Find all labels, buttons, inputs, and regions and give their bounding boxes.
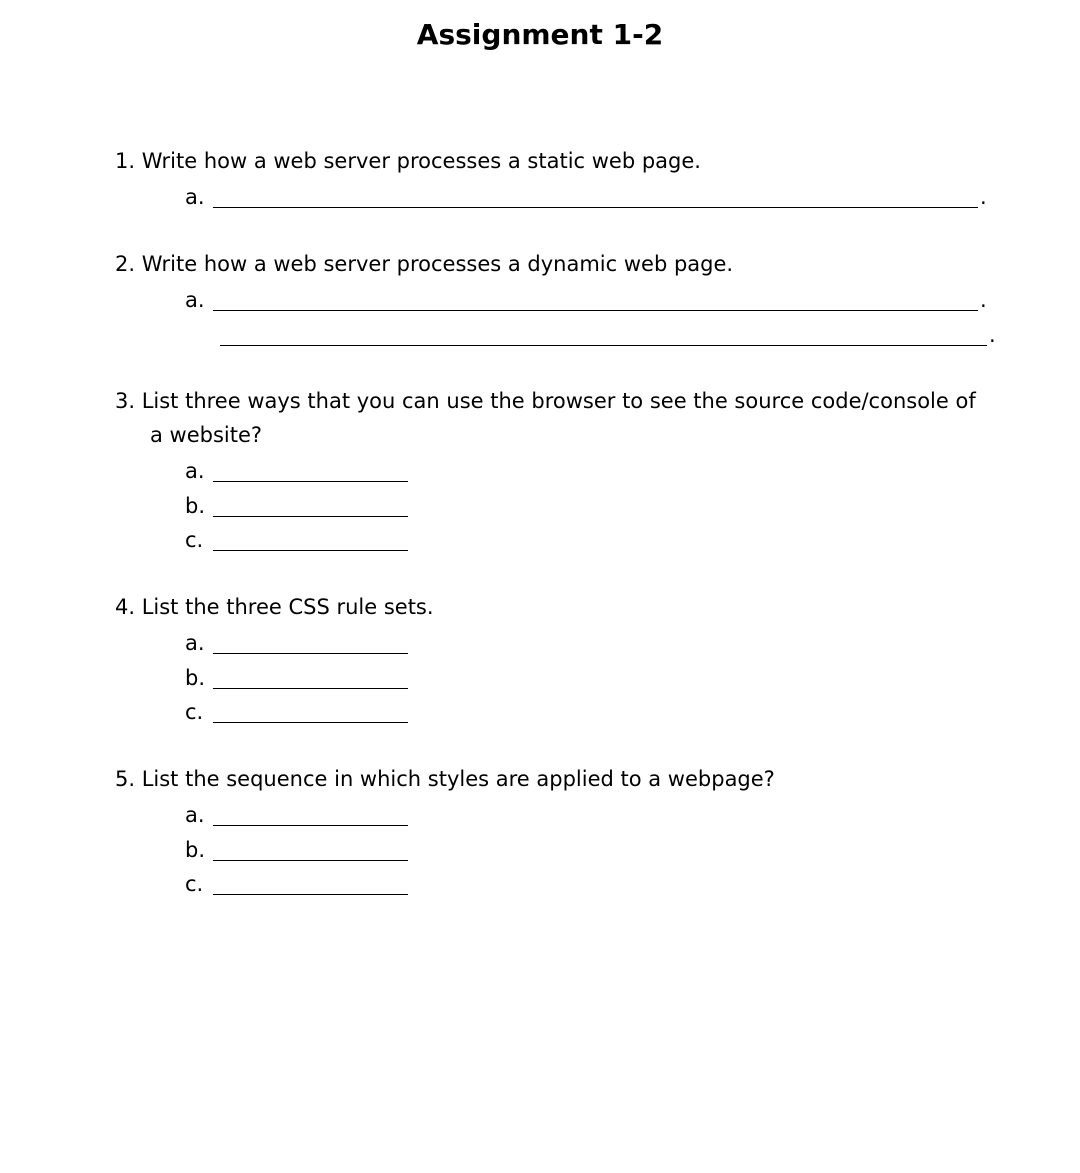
answer-label: a. (185, 803, 205, 827)
answer-label: a. (185, 631, 205, 655)
answer-blank-line[interactable] (213, 181, 978, 208)
question-1: 1. Write how a web server processes a static web page. (115, 149, 701, 173)
answer-label: c. (185, 528, 204, 552)
answer-3c (185, 523, 408, 557)
answer-label: a. (185, 459, 205, 483)
answer-label: b. (185, 666, 206, 690)
answer-blank-line[interactable] (213, 799, 408, 826)
answer-blank-line[interactable] (213, 524, 408, 551)
line-end-period: . (989, 323, 996, 347)
answer-5b (185, 833, 408, 867)
question-4: 4. List the three CSS rule sets. (115, 595, 434, 619)
answer-blank-line[interactable] (213, 627, 408, 654)
answer-blank-line[interactable] (213, 662, 408, 689)
page-title: Assignment 1-2 (416, 18, 664, 51)
answer-blank-line[interactable] (213, 834, 408, 861)
answer-3a (185, 454, 408, 488)
answer-label: c. (185, 872, 204, 896)
answer-label: b. (185, 494, 206, 518)
answer-label: a. (185, 185, 205, 209)
answer-blank-line[interactable] (213, 868, 408, 895)
line-end-period: . (980, 185, 987, 209)
answer-label: b. (185, 838, 206, 862)
answer-label: a. (185, 288, 205, 312)
question-3-continued: a website? (150, 423, 263, 447)
question-5: 5. List the sequence in which styles are applied to a webpage? (115, 767, 775, 791)
answer-1a (185, 180, 987, 214)
answer-5c (185, 867, 408, 901)
answer-blank-line[interactable] (220, 319, 987, 346)
answer-blank-line[interactable] (213, 490, 408, 517)
answer-4a (185, 626, 408, 660)
answer-3b (185, 489, 408, 523)
answer-4b (185, 661, 408, 695)
answer-4c (185, 695, 408, 729)
question-3: 3. List three ways that you can use the browser to see the source code/console of (115, 389, 976, 413)
answer-5a (185, 798, 408, 832)
answer-2a-continuation (220, 318, 996, 352)
line-end-period: . (980, 288, 987, 312)
answer-blank-line[interactable] (213, 455, 408, 482)
answer-blank-line[interactable] (213, 284, 978, 311)
answer-blank-line[interactable] (213, 696, 408, 723)
answer-label: c. (185, 700, 204, 724)
question-2: 2. Write how a web server processes a dynamic web page. (115, 252, 734, 276)
answer-2a (185, 283, 987, 317)
